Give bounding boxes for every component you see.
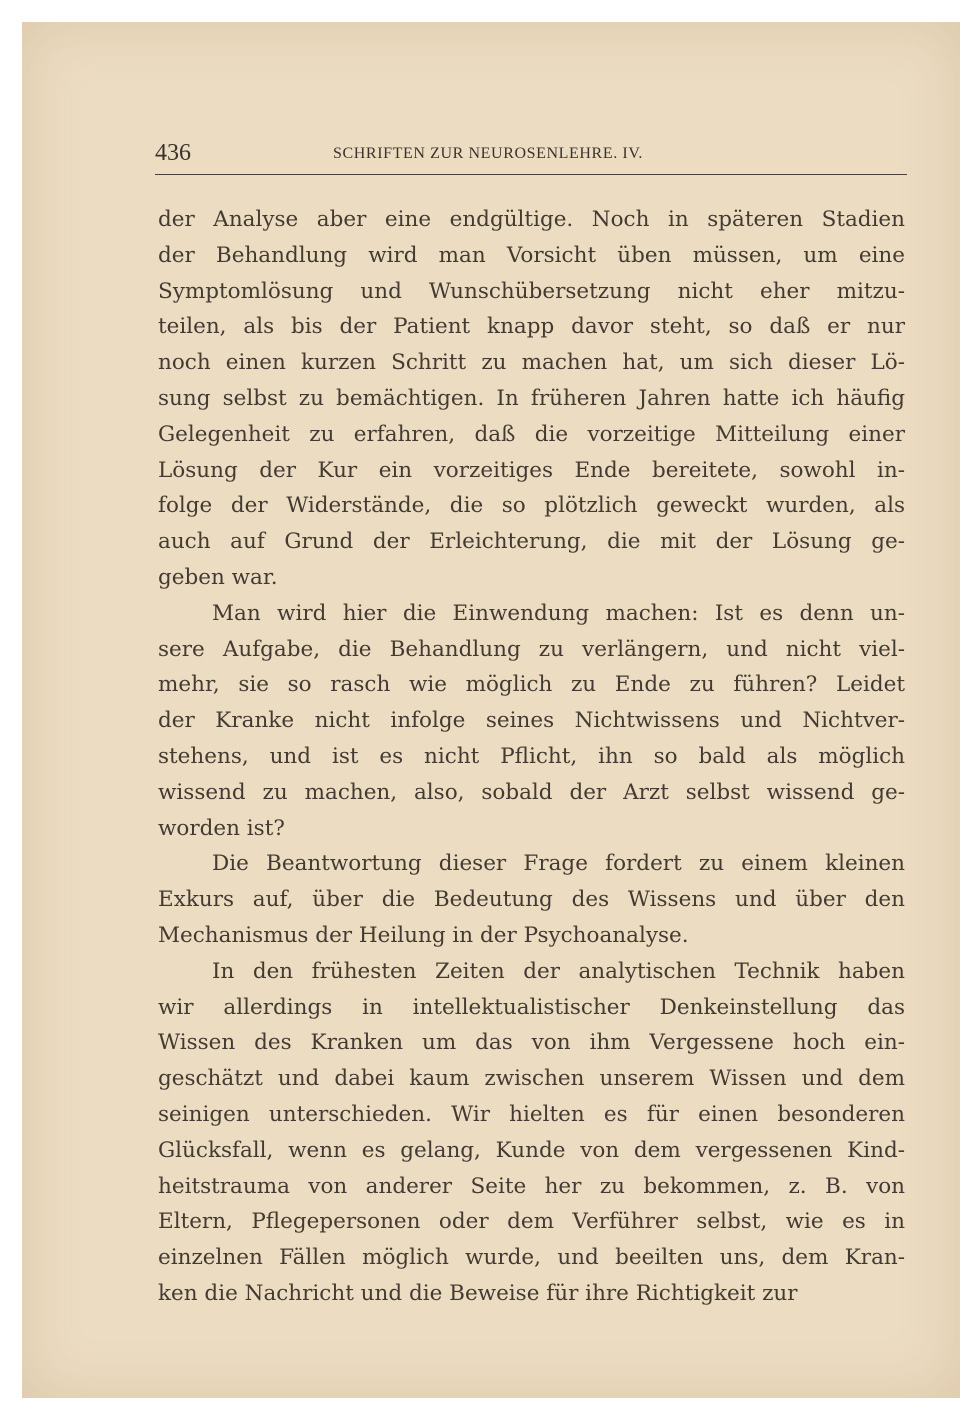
text-line: Wissen des Kranken um das von ihm Vergessene hoch ein-: [158, 1030, 905, 1056]
text-line: auch auf Grund der Erleichterung, die mit der Lösung ge-: [158, 529, 905, 555]
text-line: noch einen kurzen Schritt zu machen hat, um sich dieser Lö-: [158, 350, 905, 376]
text-line: wir allerdings in intellektualistischer Denkeinstellung das: [158, 994, 905, 1020]
text-line: sere Aufgabe, die Behandlung zu verlängern, und nicht viel-: [158, 636, 905, 662]
text-line: Man wird hier die Einwendung machen: Ist es denn un-: [212, 600, 905, 626]
paragraph: [158, 846, 905, 953]
page-number: 436: [155, 140, 191, 166]
paragraph: [158, 596, 905, 847]
text-line: In den frühesten Zeiten der analytischen Technik haben: [212, 958, 905, 984]
text-line: worden ist?: [158, 815, 285, 841]
text-line: teilen, als bis der Patient knapp davor steht, so daß er nur: [158, 314, 905, 340]
text-line: der Kranke nicht infolge seines Nichtwissens und Nichtver-: [158, 708, 905, 734]
text-line: der Analyse aber eine endgültige. Noch in späteren Stadien: [158, 207, 905, 232]
paragraph: [158, 202, 905, 596]
text-line: Symptomlösung und Wunschübersetzung nicht eher mitzu-: [158, 278, 905, 304]
text-line: einzelnen Fällen möglich wurde, und beeilten uns, dem Kran-: [158, 1245, 905, 1271]
text-line: der Behandlung wird man Vorsicht üben müssen, um eine: [158, 242, 905, 268]
text-line: geschätzt und dabei kaum zwischen unserem Wissen und dem: [158, 1066, 905, 1092]
text-line: sung selbst zu bemächtigen. In früheren Jahren hatte ich häufig: [158, 385, 905, 411]
text-line: Gelegenheit zu erfahren, daß die vorzeitige Mitteilung einer: [158, 421, 905, 447]
text-line: ken die Nachricht und die Beweise für ihre Richtigkeit zur: [158, 1280, 798, 1306]
text-line: Lösung der Kur ein vorzeitiges Ende bereitete, sowohl in-: [158, 457, 905, 483]
text-line: Exkurs auf, über die Bedeutung des Wissens und über den: [158, 887, 905, 913]
page-header: [155, 138, 907, 175]
text-line: Glücksfall, wenn es gelang, Kunde von dem vergessenen Kind-: [158, 1137, 905, 1163]
text-line: heitstrauma von anderer Seite her zu bekommen, z. B. von: [158, 1173, 905, 1199]
text-line: stehens, und ist es nicht Pflicht, ihn so bald als möglich: [158, 743, 905, 769]
text-line: mehr, sie so rasch wie möglich zu Ende zu führen? Leidet: [158, 672, 905, 698]
text-line: geben war.: [158, 564, 278, 590]
text-line: folge der Widerstände, die so plötzlich geweckt wurden, als: [158, 493, 905, 519]
text-line: Eltern, Pflegepersonen oder dem Verführer selbst, wie es in: [158, 1209, 905, 1235]
running-title: SCHRIFTEN ZUR NEUROSENLEHRE. IV.: [333, 145, 644, 162]
text-line: Die Beantwortung dieser Frage fordert zu einem kleinen: [212, 851, 905, 877]
text-line: Mechanismus der Heilung in der Psychoanalyse.: [158, 922, 689, 948]
paragraph: [158, 954, 905, 1312]
body-text: [158, 202, 905, 1312]
book-page: [22, 22, 960, 1398]
text-line: wissend zu machen, also, sobald der Arzt selbst wissend ge-: [158, 779, 905, 805]
text-line: seinigen unterschieden. Wir hielten es für einen besonderen: [158, 1101, 905, 1127]
